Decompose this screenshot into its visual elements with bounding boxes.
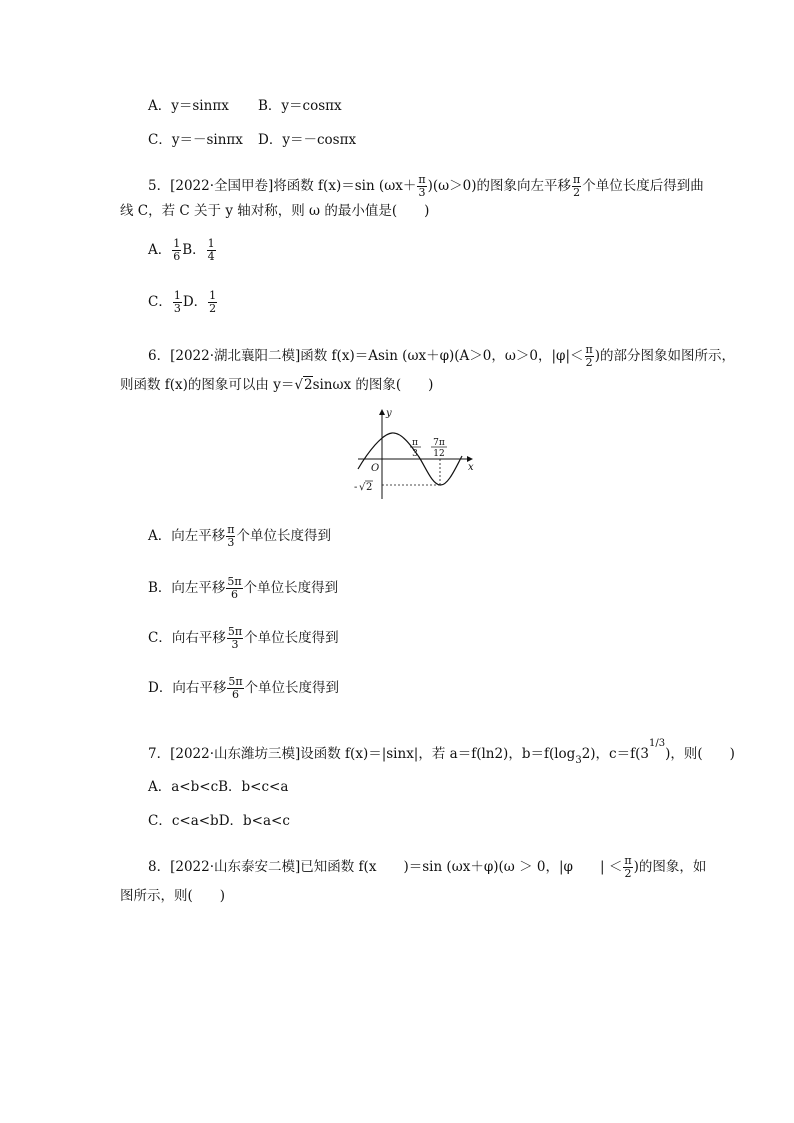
tick-label-7pi-over-12-den: 12: [433, 449, 445, 459]
q8-stem-line2: 图所示，则( ): [120, 888, 226, 904]
tick-label-pi-over-3-den: 3: [412, 449, 418, 459]
tick-label-7pi-over-12-num: 7π: [433, 438, 445, 448]
q7-stem: 7．[2022·山东潍坊三模]设函数 f(x)＝|sinx|，若 a＝f(ln2)，$b=f(\log_32)$，$c=f(3^{1/3})$，则( ): [148, 738, 735, 766]
q6-option-c: C．向右平移 $\frac{5\pi}{3}$ 个单位长度得到: [148, 625, 339, 651]
q8-stem-line1: 8．[2022·山东泰安二模]已知函数 f(x )＝sin (ωx＋φ)(ω ＞ 0，|φ | ＜ $\frac{\pi}{2}$ )的图象，如: [148, 854, 707, 880]
q4-option-d: D．y＝－cosπx: [258, 132, 357, 148]
q5-stem-line1: [148, 174, 704, 199]
q5-suffix: 个单位长度后得到曲: [582, 178, 704, 194]
q7-options-ab: A．a<b<cB．b<c<a: [148, 779, 289, 795]
q6-fraction-pi-over-2: $\frac{\pi}{2}$: [585, 343, 593, 369]
q5-options-ab: A． $\frac{1}{6}$ B． $\frac{1}{4}$: [148, 237, 215, 263]
log-base: 3: [575, 755, 582, 766]
q6-graph: [352, 402, 484, 502]
q5-prefix: 5．[2022·全国甲卷]将函数 f(x)＝sin (ωx＋: [148, 178, 417, 194]
q5-fraction-pi-over-3: $\frac{\pi}{3}$: [418, 173, 426, 199]
q5-option-b-value: $\frac{1}{4}$: [207, 237, 215, 263]
q6-option-a: A．向左平移 $\frac{\pi}{3}$ 个单位长度得到: [148, 523, 331, 549]
x-axis-label: x: [468, 462, 474, 473]
q5-options-cd: C． $\frac{1}{3}$ D． $\frac{1}{2}$: [148, 289, 217, 315]
q6-option-d: D．向右平移 $\frac{5\pi}{6}$ 个单位长度得到: [148, 675, 340, 701]
exponent: 1/3: [648, 738, 666, 749]
q5-option-c-value: $\frac{1}{3}$: [173, 289, 181, 315]
q5-option-a-value: $\frac{1}{6}$: [173, 237, 181, 263]
y-axis-label: y: [386, 408, 392, 419]
q5-stem-line2: 线 C，若 C 关于 y 轴对称，则 ω 的最小值是( ): [120, 203, 430, 219]
q4-option-b: B．y＝cosπx: [258, 98, 342, 114]
tick-label-pi-over-3-num: π: [412, 438, 418, 448]
min-value-radicand: 2: [366, 482, 373, 493]
origin-label: O: [371, 463, 380, 474]
q7-options-cd: C．c<a<bD．b<a<c: [148, 813, 290, 829]
q4-option-a: A．y＝sinπx: [148, 98, 229, 114]
min-value-sign: -: [354, 482, 358, 493]
q6-stem-line1: 6．[2022·湖北襄阳二模]函数 f(x)＝Asin (ωx＋φ)(A＞0，ω＞0，|φ|＜ $\frac{\pi}{2}$ )的部分图象如图所示，: [148, 343, 736, 369]
q6-option-b: B．向左平移 $\frac{5\pi}{6}$ 个单位长度得到: [148, 575, 339, 601]
min-value-radical: √: [359, 482, 366, 493]
q4-option-c: C．y＝－sinπx: [148, 132, 243, 148]
q6-stem-line2: 则函数 f(x)的图象可以由 y＝√2sinωx 的图象( ): [120, 377, 434, 393]
q5-middle: )(ω＞0)的图象向左平移: [427, 178, 571, 194]
q5-fraction-pi-over-2: $\frac{\pi}{2}$: [572, 173, 581, 199]
q8-fraction-pi-over-2: $\frac{\pi}{2}$: [624, 854, 632, 880]
q5-option-d-value: $\frac{1}{2}$: [209, 289, 217, 315]
